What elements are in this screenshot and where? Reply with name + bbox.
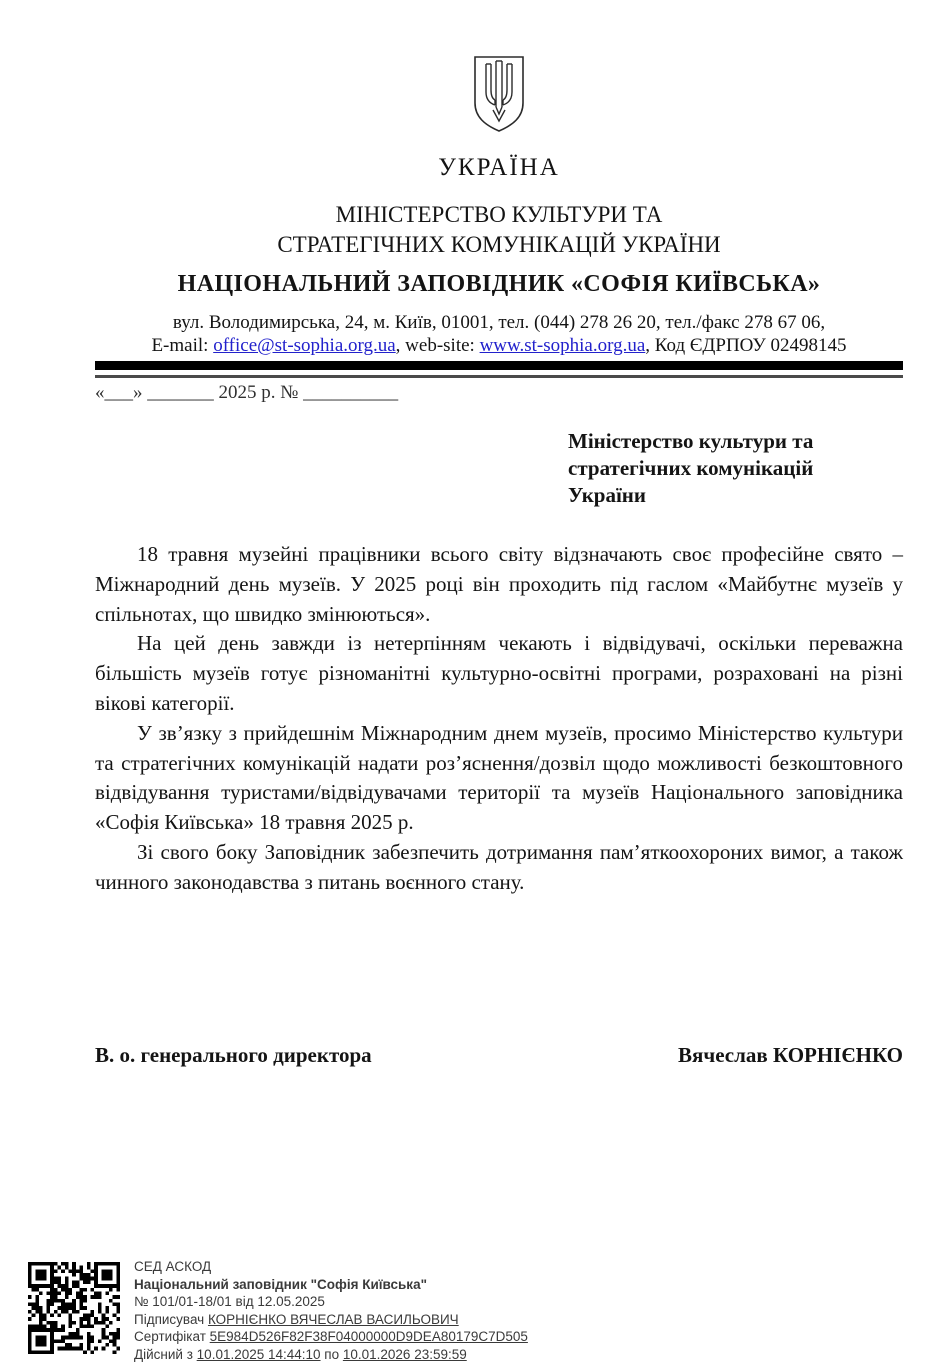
- recipient-line: стратегічних комунікацій: [568, 456, 814, 480]
- signer-label: Підписувач: [134, 1311, 208, 1327]
- edrpou-code: , Код ЄДРПОУ 02498145: [645, 335, 847, 356]
- stamp-system: СЕД АСКОД: [134, 1259, 212, 1274]
- body-paragraph: 18 травня музейні працівники всього світу відзначають своє професійне свято – Міжнародний день музеїв. У 2025 році він проходить під гаслом «Майбутнє музеїв у спільнотах, що швидко змінюються».: [95, 542, 903, 626]
- stamp-number: № 101/01-18/01 від 12.05.2025: [134, 1294, 325, 1309]
- recipient-block: [568, 428, 903, 509]
- stamp-validity-line: [134, 1346, 528, 1362]
- stamp-text-block: [134, 1258, 528, 1362]
- valid-from-date: 10.01.2025 14:44:10: [196, 1346, 321, 1362]
- organization-title: НАЦІОНАЛЬНИЙ ЗАПОВІДНИК «СОФІЯ КИЇВСЬКА»: [177, 271, 821, 297]
- valid-separator: по: [320, 1346, 343, 1362]
- website-link[interactable]: www.st-sophia.org.ua: [479, 335, 646, 356]
- trident-emblem-icon: [472, 55, 526, 133]
- ministry-line-2: СТРАТЕГІЧНИХ КОМУНІКАЦІЙ УКРАЇНИ: [277, 232, 721, 257]
- signer-name: Вячеслав КОРНІЄНКО: [678, 1042, 903, 1067]
- body-paragraph: У зв’язку з прийдешнім Міжнародним днем музеїв, просимо Міністерство культури та стратегічних комунікацій надати роз’яснення/дозвіл щодо можливості безкоштовного відвідування туристами/відвідувачами території та музеїв Національного заповідника «Софія Київська» 18 травня 2025 р.: [95, 720, 903, 835]
- body-paragraph: Зі свого боку Заповідник забезпечить дотримання пам’яткоохороних вимог, а також чинного законодавства з питань воєнного стану.: [95, 839, 903, 894]
- contact-line: [95, 334, 903, 357]
- website-label: , web-site:: [395, 335, 480, 356]
- stamp-organization: Національний заповідник "Софія Київська": [134, 1276, 427, 1292]
- ministry-line-1: МІНІСТЕРСТВО КУЛЬТУРИ ТА: [335, 202, 663, 227]
- certificate-number: 5E984D526F82F38F04000000D9DEA80179C7D505: [209, 1329, 528, 1344]
- address-line: вул. Володимирська, 24, м. Київ, 01001, тел. (044) 278 26 20, тел./факс 278 67 06,: [172, 312, 826, 333]
- divider-thick: [95, 361, 903, 370]
- recipient-line: Міністерство культури та: [568, 429, 814, 453]
- valid-label: Дійсний з: [134, 1346, 197, 1362]
- valid-to-date: 10.01.2026 23:59:59: [342, 1346, 467, 1362]
- stamp-signer-name: КОРНІЄНКО ВЯЧЕСЛАВ ВАСИЛЬОВИЧ: [207, 1311, 459, 1327]
- email-link[interactable]: office@st-sophia.org.ua: [213, 335, 396, 356]
- digital-signature-stamp: [28, 1258, 528, 1362]
- letter-content: [95, 0, 903, 1068]
- body-paragraph: На цей день завжди із нетерпінням чекають і відвідувачі, оскільки переважна більшість музеїв готує різноманітні культурно-освітні програми, розраховані на різні вікові категорії.: [95, 631, 903, 715]
- country-title: УКРАЇНА: [438, 154, 560, 181]
- qr-code: [28, 1262, 120, 1354]
- reference-date-line: «___» _______ 2025 р. № __________: [95, 382, 399, 403]
- email-label: E-mail:: [151, 335, 214, 356]
- certificate-label: Сертифікат: [134, 1329, 210, 1344]
- signer-position: В. о. генерального директора: [95, 1042, 372, 1067]
- signature-row: [95, 1043, 903, 1068]
- letter-body: [95, 540, 903, 898]
- ministry-title: [95, 200, 903, 260]
- stamp-signer-line: [134, 1311, 528, 1329]
- stamp-certificate-line: [134, 1328, 528, 1346]
- recipient-line: України: [568, 483, 647, 507]
- address-block: [95, 311, 903, 357]
- divider-thin: [95, 375, 903, 378]
